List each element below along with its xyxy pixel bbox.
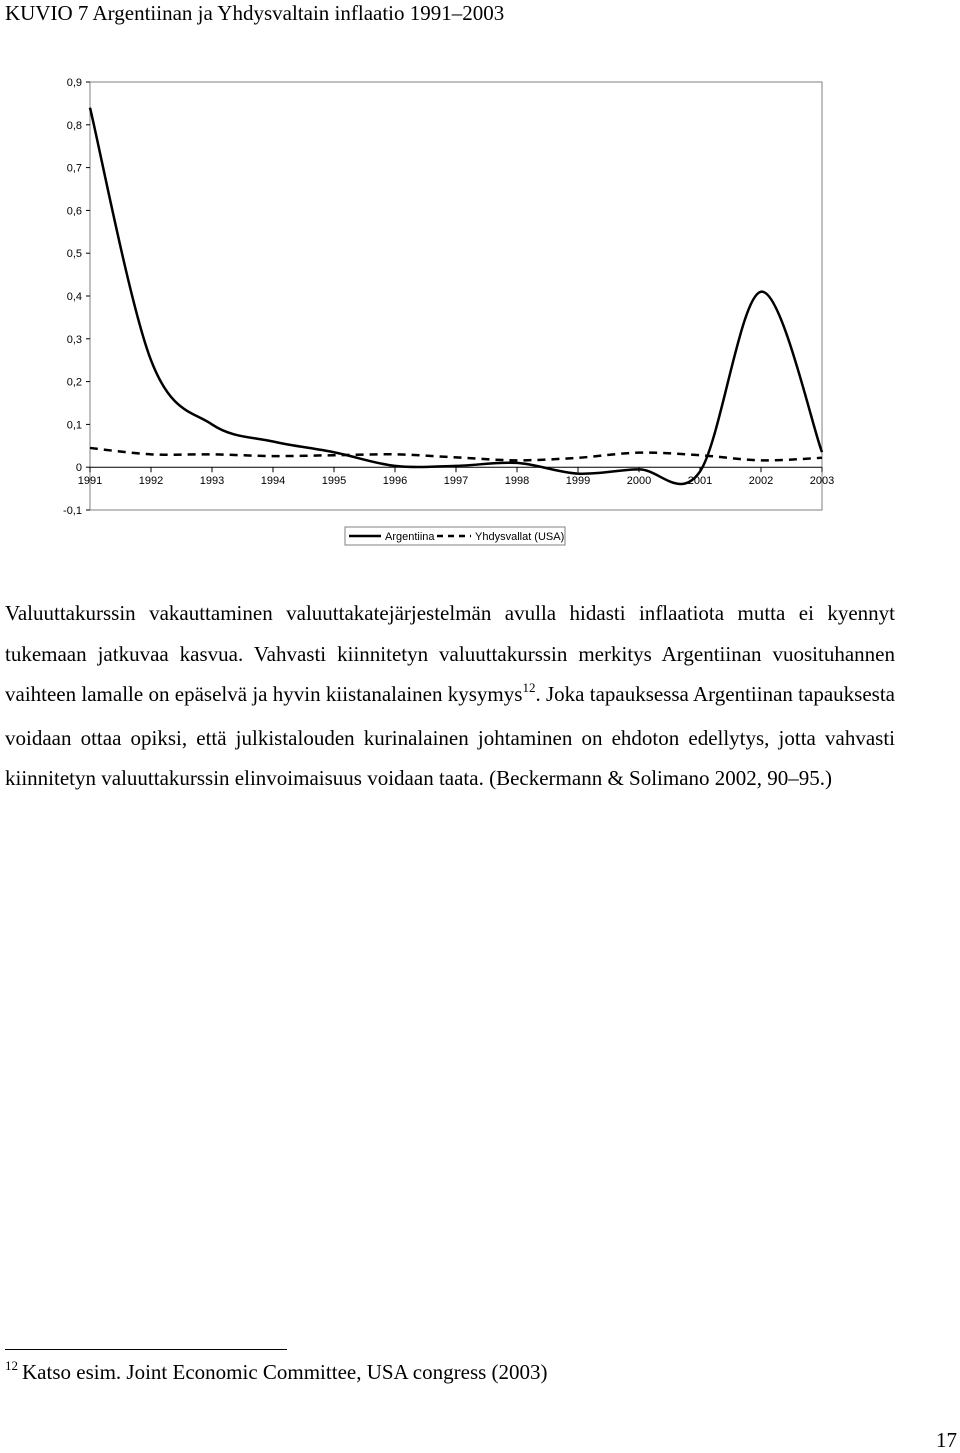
- inflation-chart: [0, 60, 960, 560]
- series-layer: [90, 108, 822, 484]
- y-tick-label: 0,4: [66, 291, 82, 303]
- x-tick-label: 1998: [504, 475, 530, 488]
- x-axis: [78, 467, 834, 487]
- x-tick-label: 1996: [382, 475, 408, 488]
- y-tick-label: 0,7: [66, 162, 82, 175]
- y-tick-label: -0,1: [63, 505, 82, 517]
- x-tick-label: 1997: [443, 475, 469, 488]
- legend: [345, 527, 565, 545]
- x-tick-label: 1995: [321, 475, 347, 488]
- x-tick-label: 2000: [626, 475, 652, 488]
- body-text-2: . Joka tapauksessa Argentiinan tapauksesta voidaan ottaa opiksi, että julkistalouden kurinalainen johtaminen on ehdoton edellytys, jotta vahvasti kiinnitetyn valuuttakurssin elinvoimaisuus voidaan taata. (Beckermann & Solimano 2002, 90–95.): [5, 682, 895, 790]
- y-tick-label: 0,3: [66, 333, 82, 346]
- y-tick-label: 0,2: [66, 376, 82, 389]
- x-tick-label: 1994: [260, 475, 286, 488]
- footnote-divider: [5, 1349, 287, 1350]
- series-line-usa: [90, 448, 822, 460]
- series-line-argentiina: [90, 108, 822, 484]
- x-tick-label: 2003: [809, 475, 835, 488]
- x-tick-label: 2001: [687, 475, 713, 488]
- body-paragraph: [5, 593, 895, 799]
- y-tick-label: 0,6: [66, 205, 82, 218]
- x-tick-label: 1993: [199, 475, 225, 488]
- page-number: 17: [936, 1428, 957, 1452]
- footnote-number: 12: [5, 1358, 18, 1373]
- y-tick-label: 0,9: [66, 77, 82, 89]
- x-tick-label: 1991: [77, 475, 103, 488]
- body-text-1: Valuuttakurssin vakauttaminen valuuttakatejärjestelmän avulla hidasti inflaatiota mutta ei kyennyt tukemaan jatkuvaa kasvua. Vahvasti kiinnitetyn valuuttakurssin merkitys Argentiinan vuosituhannen vaihteen lamalle on epäselvä ja hyvin kiistanalainen kysymys: [5, 601, 895, 706]
- legend-label-usa: Yhdysvallat (USA): [475, 531, 565, 543]
- y-tick-label: 0,8: [66, 119, 82, 132]
- y-tick-label: 0: [75, 462, 82, 475]
- footnote-text: Katso esim. Joint Economic Committee, USA congress (2003): [22, 1360, 548, 1384]
- x-tick-label: 1992: [138, 475, 164, 488]
- legend-label-argentiina: Argentiina: [385, 531, 435, 543]
- footnote: [5, 1358, 548, 1389]
- footnote-reference[interactable]: 12: [522, 680, 536, 695]
- x-tick-label: 2002: [748, 475, 774, 488]
- x-tick-label: 1999: [565, 475, 591, 488]
- figure-title: KUVIO 7 Argentiinan ja Yhdysvaltain inflaatio 1991–2003: [5, 1, 505, 25]
- y-tick-label: 0,5: [66, 248, 82, 261]
- y-tick-label: 0,1: [66, 419, 82, 432]
- y-axis: [63, 77, 90, 517]
